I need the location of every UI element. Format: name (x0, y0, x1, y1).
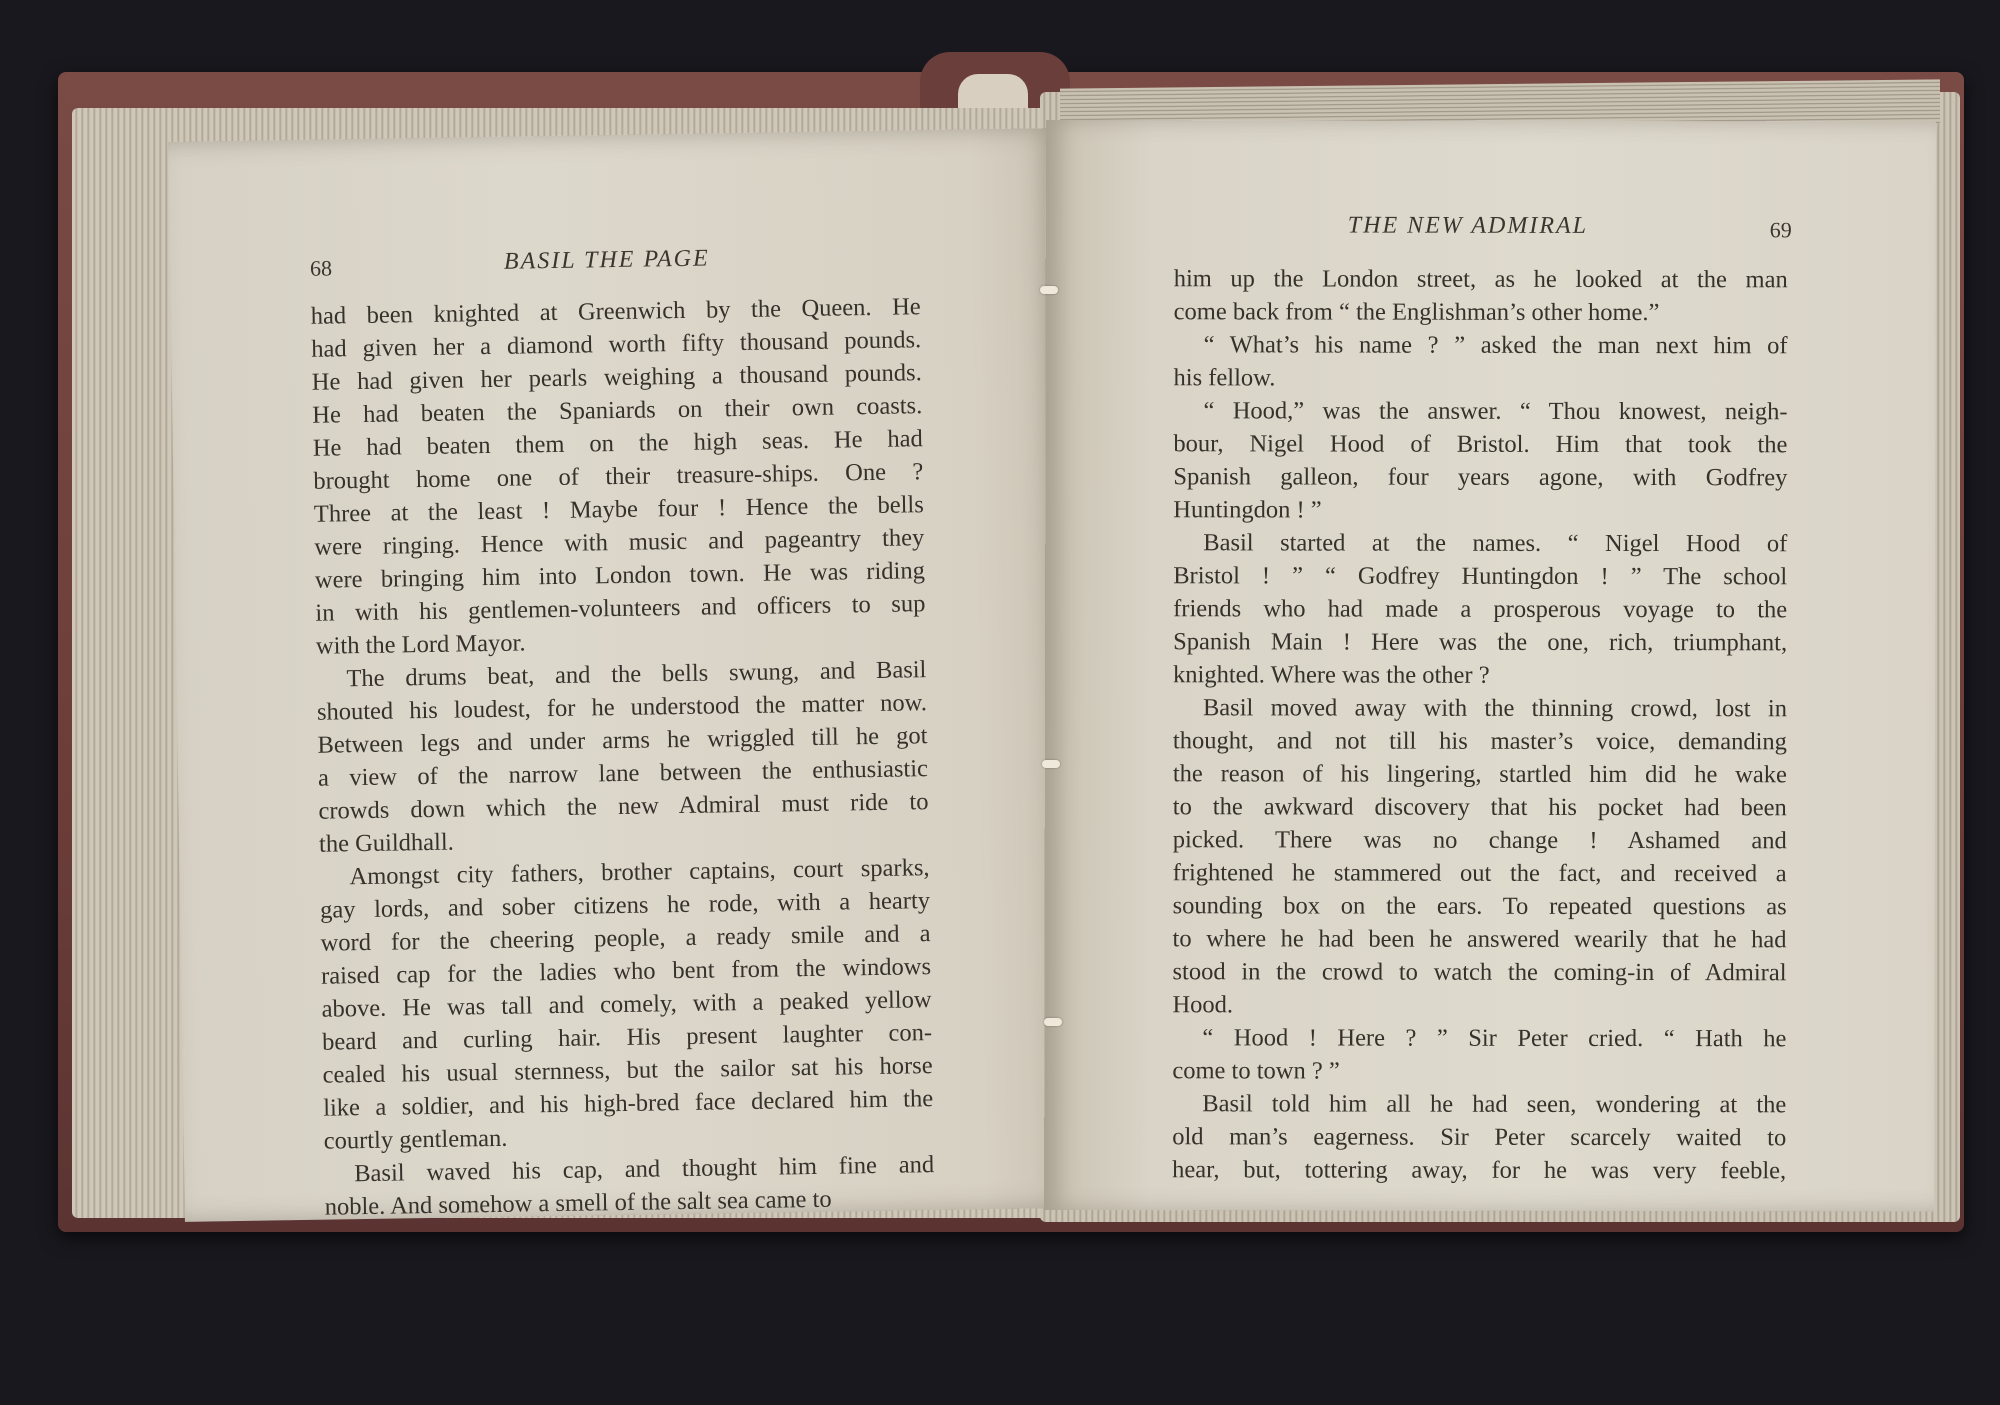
binding-stitch (1040, 286, 1058, 294)
text-line: a view of the narrow lane between the enthusiastic (317, 755, 929, 792)
text-line: the reason of his lingering, startled him did he wake (1172, 760, 1787, 789)
text-line: Three at the least ! Maybe four ! Hence the bells (313, 491, 925, 528)
text-line: He had beaten them on the high seas. He had (312, 425, 923, 462)
text-line: to the awkward discovery that his pocket had been (1172, 793, 1787, 822)
text-line: old man’s eagerness. Sir Peter scarcely waited to (1172, 1123, 1787, 1152)
text-line: Spanish Main ! Here was the one, rich, triumphant, (1173, 628, 1788, 657)
page-number-left: 68 (309, 255, 333, 281)
text-line: He had beaten the Spaniards on their own coasts. (312, 392, 923, 429)
text-line: thought, and not till his master’s voice, demanding (1172, 727, 1787, 756)
text-line: frightened he stammered out the fact, and received a (1172, 859, 1787, 888)
text-line: the Guildhall. (318, 828, 454, 858)
right-page (1044, 120, 1936, 1212)
text-line: brought home one of their treasure-ships. One ? (313, 458, 924, 495)
text-line: courtly gentleman. (323, 1124, 508, 1155)
text-line: had given her a diamond worth fifty thousand pounds. (311, 326, 922, 363)
text-line: his fellow. (1173, 364, 1276, 392)
running-head-left: BASIL THE PAGE (503, 245, 710, 275)
text-line: noble. And somehow a smell of the salt sea came to (324, 1185, 832, 1221)
text-line: Basil told him all he had seen, wondering at the (1202, 1090, 1787, 1119)
running-head-right: THE NEW ADMIRAL (1347, 212, 1589, 239)
text-line: cealed his usual sternness, but the sailor sat his horse (322, 1052, 933, 1089)
text-line: come back from “ the Englishman’s other home.” (1173, 298, 1660, 327)
text-line: him up the London street, as he looked at the man (1173, 265, 1788, 294)
text-line: in with his gentlemen-volunteers and officers to sup (315, 590, 926, 627)
text-line: word for the cheering people, a ready smile and a (320, 920, 931, 957)
text-line: Between legs and under arms he wriggled till he got (317, 722, 928, 759)
text-line: beard and curling hair. His present laughter con- (321, 1019, 933, 1056)
text-line: like a soldier, and his high-bred face declared him the (322, 1085, 934, 1122)
text-line: sounding box on the ears. To repeated questions as (1172, 892, 1787, 921)
binding-stitch (1044, 1018, 1062, 1026)
text-line: “ Hood,” was the answer. “ Thou knowest, neigh- (1203, 397, 1788, 426)
text-line: hear, but, tottering away, for he was very feeble, (1172, 1156, 1787, 1185)
page-number-right: 69 (1769, 217, 1792, 243)
text-line: gay lords, and sober citizens he rode, with a hearty (319, 887, 931, 924)
text-line: raised cap for the ladies who bent from the windows (320, 953, 932, 990)
text-line: above. He was tall and comely, with a peaked yellow (321, 986, 932, 1023)
text-line: Basil waved his cap, and thought him fine and (354, 1151, 935, 1188)
text-line: had been knighted at Greenwich by the Queen. He (310, 293, 921, 330)
text-line: were bringing him into London town. He was riding (314, 557, 926, 594)
text-line: “ Hood ! Here ? ” Sir Peter cried. “ Hath he (1202, 1024, 1787, 1053)
text-line: friends who had made a prosperous voyage to the (1173, 595, 1788, 624)
text-line: with the Lord Mayor. (315, 629, 526, 660)
text-line: The drums beat, and the bells swung, and Basil (346, 656, 927, 693)
binding-stitch (1042, 760, 1060, 768)
text-line: “ What’s his name ? ” asked the man next him of (1203, 331, 1788, 360)
left-page-text (310, 290, 934, 1223)
text-line: knighted. Where was the other ? (1173, 661, 1490, 689)
text-line: come to town ? ” (1172, 1057, 1340, 1085)
text-line: crowds down which the new Admiral must ride to (318, 788, 929, 825)
text-line: to where he had been he answered wearily that he had (1172, 925, 1787, 954)
text-line: shouted his loudest, for he understood the matter now. (316, 689, 928, 726)
right-page-text (1172, 262, 1788, 1187)
text-line: Basil started at the names. “ Nigel Hood of (1203, 529, 1788, 558)
text-line: Huntingdon ! ” (1173, 496, 1322, 524)
left-page (168, 128, 1075, 1222)
text-line: picked. There was no change ! Ashamed and (1172, 826, 1787, 855)
text-line: were ringing. Hence with music and pageantry they (314, 524, 925, 561)
text-line: stood in the crowd to watch the coming-in of Admiral (1172, 958, 1787, 987)
text-line: Bristol ! ” “ Godfrey Huntingdon ! ” The school (1173, 562, 1788, 591)
text-line: bour, Nigel Hood of Bristol. Him that took the (1173, 430, 1788, 459)
text-line: He had given her pearls weighing a thousand pounds. (311, 359, 922, 396)
text-line: Basil moved away with the thinning crowd, lost in (1202, 694, 1787, 723)
text-line: Amongst city fathers, brother captains, court sparks, (349, 854, 930, 891)
text-line: Spanish galleon, four years agone, with Godfrey (1173, 463, 1788, 492)
text-line: Hood. (1172, 991, 1234, 1019)
